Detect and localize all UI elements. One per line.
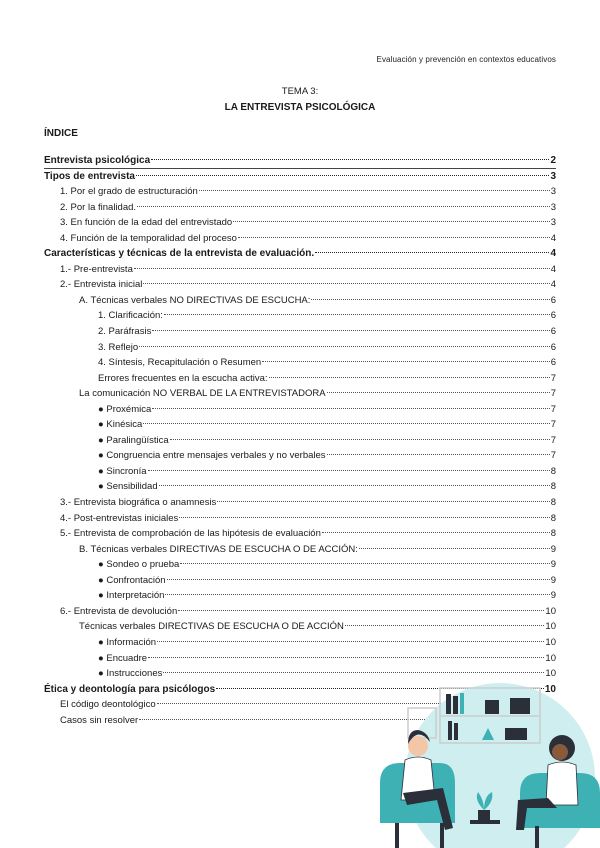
toc-entry-title: 3. Reflejo [98,341,139,353]
toc-page-number: 3 [550,201,556,213]
toc-page-number: 7 [550,388,556,400]
toc-entry[interactable] [44,619,556,635]
leader-dots [152,408,549,409]
leader-dots [322,532,550,533]
toc-entry[interactable] [44,184,556,200]
toc-entry[interactable] [44,433,556,449]
leader-dots [311,299,549,300]
toc-entry-title: ● Kinésica [98,419,143,431]
toc-page-number: 3 [550,217,556,229]
toc-page-number: 6 [550,294,556,306]
toc-entry-title: ● Interpretación [98,590,165,602]
toc-page-number: 4 [550,232,556,244]
toc-entry[interactable] [44,277,556,293]
topic-number: TEMA 3: [281,86,319,97]
toc-page-number: 6 [550,357,556,369]
toc-entry[interactable] [44,495,556,511]
toc-entry-title: ● Congruencia entre mensajes verbales y no verbales [98,450,326,462]
toc-entry-title: ● Proxémica [98,403,152,415]
toc-page-number: 8 [550,465,556,477]
toc-page-number: 9 [550,559,556,571]
toc-entry-title: Técnicas verbales DIRECTIVAS DE ESCUCHA O DE ACCIÓN [79,621,344,633]
toc-page-number: 6 [550,341,556,353]
toc-page-number: 8 [550,497,556,509]
toc-entry-title: ● Paralingüística [98,434,169,446]
toc-entry[interactable] [44,231,556,247]
toc-entry-title: ● Sensibilidad [98,481,158,493]
toc-entry[interactable] [44,262,556,278]
toc-entry[interactable] [44,200,556,216]
toc-entry-title: 6.- Entrevista de devolución [60,605,178,617]
toc-entry-title: 1. Por el grado de estructuración [60,186,198,198]
toc-entry[interactable] [44,604,556,620]
leader-dots [137,206,550,207]
leader-dots [217,501,549,502]
leader-dots [152,330,549,331]
toc-page-number: 2 [550,155,556,166]
toc-entry-title: A. Técnicas verbales NO DIRECTIVAS DE ESCUCHA: [79,294,311,306]
toc-entry-title: 3.- Entrevista biográfica o anamnesis [60,497,217,509]
toc-entry[interactable] [44,526,556,542]
toc-entry[interactable] [44,355,556,371]
toc-entry-title: ● Instrucciones [98,668,163,680]
toc-entry[interactable] [44,542,556,558]
toc-entry-title: Casos sin resolver [60,714,139,726]
leader-dots [136,175,549,176]
toc-entry-title: Tipos de entrevista [44,170,135,182]
header-note: Evaluación y prevención en contextos educativos [376,55,556,64]
toc-entry[interactable] [44,479,556,495]
leader-dots [167,579,550,580]
toc-entry[interactable] [44,588,556,604]
toc-entry-title: ● Sincronía [98,465,147,477]
toc-page-number: 10 [544,683,556,695]
toc-page-number: 6 [550,310,556,322]
toc-entry[interactable] [44,215,556,231]
toc-page-number: 9 [550,543,556,555]
leader-dots [327,454,550,455]
leader-dots [148,657,544,658]
leader-dots [164,314,550,315]
toc-entry-title: 2. Por la finalidad. [60,201,137,213]
leader-dots [179,517,549,518]
toc-entry[interactable] [44,651,556,667]
toc-page-number: 8 [550,528,556,540]
toc-entry-title: Características y técnicas de la entrevista de evaluación. [44,248,315,260]
leader-dots [327,392,550,393]
toc-entry[interactable] [44,557,556,573]
toc-entry-title: 2. Paráfrasis [98,326,152,338]
toc-entry-title: ● Confrontación [98,574,166,586]
toc-entry-title: 2.- Entrevista inicial [60,279,143,291]
toc-entry-title: Entrevista psicológica [44,155,151,166]
toc-page-number: 10 [545,668,556,680]
toc-entry[interactable] [44,464,556,480]
toc-page-number: 10 [545,605,556,617]
toc-entry[interactable] [44,386,556,402]
toc-page-number: 9 [550,574,556,586]
leader-dots [143,283,549,284]
toc-entry-title: 4.- Post-entrevistas iniciales [60,512,179,524]
leader-dots [315,252,549,253]
toc-page-number: 7 [550,403,556,415]
leader-dots [170,439,550,440]
index-heading: ÍNDICE [44,128,78,139]
toc-page-number: 6 [550,326,556,338]
toc-entry-title: ● Encuadre [98,652,148,664]
leader-dots [359,548,550,549]
toc-page-number: 10 [545,636,556,648]
toc-page-number: 10 [545,621,556,633]
leader-dots [165,594,549,595]
toc-entry[interactable] [44,573,556,589]
toc-entry-title: ● Información [98,636,157,648]
leader-dots [199,190,550,191]
toc-entry[interactable] [44,402,556,418]
toc-entry[interactable] [44,417,556,433]
leader-dots [151,159,549,160]
leader-dots [262,361,550,362]
coffee-table [470,820,500,824]
toc-entry-title: 3. En función de la edad del entrevistado [60,217,233,229]
toc-page-number: 7 [550,450,556,462]
leader-dots [238,237,550,238]
toc-page-number: 4 [550,279,556,291]
leader-dots [134,268,550,269]
toc-entry-title: 1. Clarificación: [98,310,163,322]
toc-entry[interactable] [44,293,556,309]
toc-entry-title: 5.- Entrevista de comprobación de las hipótesis de evaluación [60,528,321,540]
toc-entry[interactable] [44,308,556,324]
leader-dots [269,377,550,378]
toc-page-number: 8 [550,481,556,493]
leader-dots [143,423,549,424]
therapy-session-illustration [370,668,600,848]
toc-page-number: 7 [550,372,556,384]
leader-dots [345,625,545,626]
toc-entry-title: B. Técnicas verbales DIRECTIVAS DE ESCUCHA O DE ACCIÓN: [79,543,358,555]
leader-dots [159,485,550,486]
leader-dots [180,563,549,564]
toc-entry-title: 4. Función de la temporalidad del proceso [60,232,237,244]
page-title: LA ENTREVISTA PSICOLÓGICA [224,102,376,113]
toc-entry[interactable] [44,324,556,340]
leader-dots [148,470,550,471]
toc-entry[interactable] [44,371,556,387]
toc-entry-title: El código deontológico [60,699,156,711]
toc-entry[interactable] [44,448,556,464]
leader-dots [178,610,544,611]
toc-entry-title: Errores frecuentes en la escucha activa: [98,372,268,384]
toc-entry[interactable] [44,246,556,262]
toc-page-number: 7 [550,434,556,446]
toc-page-number: 3 [550,170,556,182]
toc-page-number: 8 [550,512,556,524]
toc-entry[interactable] [44,635,556,651]
toc-page-number: 9 [550,590,556,602]
toc-entry-title: La comunicación NO VERBAL DE LA ENTREVISTADORA [79,388,326,400]
toc-entry-title: Ética y deontología para psicólogos [44,683,216,695]
toc-page-number: 4 [550,263,556,275]
toc-entry-title: ● Sondeo o prueba [98,559,180,571]
toc-page-number: 7 [550,419,556,431]
leader-dots [139,346,550,347]
table-of-contents [44,153,556,728]
toc-page-number: 10 [545,652,556,664]
leader-dots [157,641,544,642]
toc-entry-title: 4. Síntesis, Recapitulación o Resumen [98,357,262,369]
toc-entry-title: 1.- Pre-entrevista [60,263,133,275]
toc-entry[interactable] [44,340,556,356]
leader-dots [233,221,550,222]
toc-page-number: 4 [550,248,556,260]
toc-entry[interactable] [44,153,556,169]
toc-entry[interactable] [44,169,556,185]
toc-page-number: 3 [550,186,556,198]
toc-entry[interactable] [44,511,556,527]
underline-rule [44,168,556,169]
